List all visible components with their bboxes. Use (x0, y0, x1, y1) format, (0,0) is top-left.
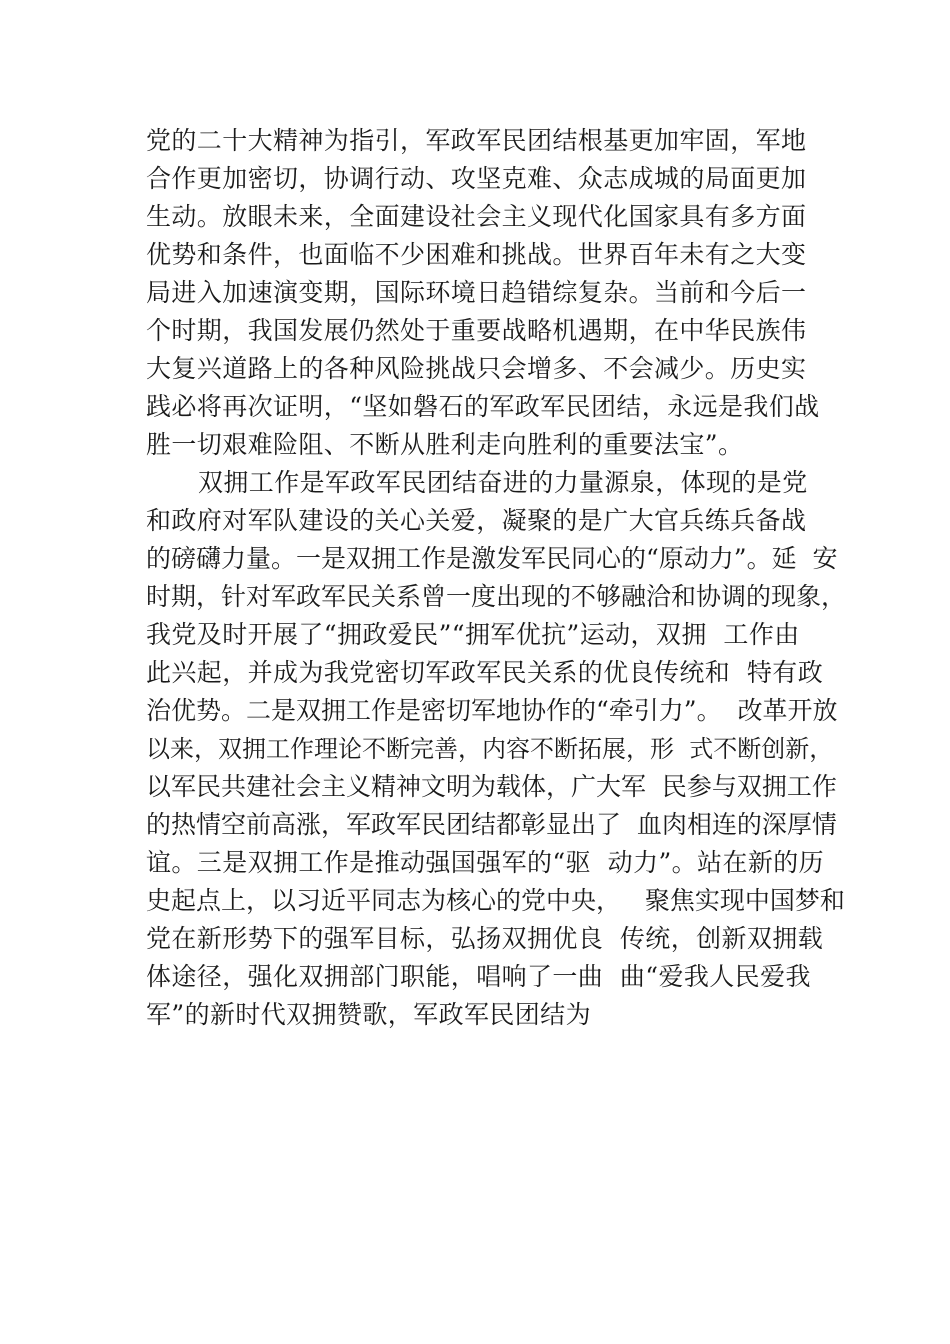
text-line: 优势和条件，也面临不少困难和挑战。世界百年未有之大变 (146, 240, 807, 269)
text-line: 的磅礴力量。一是双拥工作是激发军民同心的“原动力”。延 安 (146, 544, 838, 573)
text-line: 此兴起，并成为我党密切军政军民关系的优良传统和 特有政 (146, 658, 824, 687)
text-line: 个时期，我国发展仍然处于重要战略机遇期，在中华民族伟 (146, 316, 807, 345)
text-line: 时期，针对军政军民关系曾一度出现的不够融洽和协调的现象， (146, 582, 847, 611)
text-line: 局进入加速演变期，国际环境日趋错综复杂。当前和今后一 (146, 278, 807, 307)
text-line: 体途径，强化双拥部门职能，唱响了一曲 曲“爱我人民爱我 (146, 962, 811, 991)
text-line: 党的二十大精神为指引，军政军民团结根基更加牢固，军地 (146, 126, 807, 155)
paragraph-1 (146, 122, 846, 464)
text-line: 我党及时开展了“拥政爱民”“拥军优抗”运动，双拥 工作由 (146, 620, 800, 649)
text-line: 的热情空前高涨，军政军民团结都彰显出了 血肉相连的深厚情 (146, 810, 837, 839)
body-text (146, 122, 846, 1034)
text-line: 双拥工作是军政军民团结奋进的力量源泉，体现的是党 (198, 468, 808, 497)
text-line: 史起点上，以习近平同志为核心的党中央， 聚焦实现中国梦和 (146, 886, 845, 915)
paragraph-2 (146, 464, 846, 1034)
text-line: 党在新形势下的强军目标，弘扬双拥优良 传统，创新双拥载 (146, 924, 824, 953)
text-line: 大复兴道路上的各种风险挑战只会增多、不会减少。历史实 (146, 354, 807, 383)
text-line: 和政府对军队建设的关心关爱，凝聚的是广大官兵练兵备战 (146, 506, 807, 535)
text-line: 军”的新时代双拥赞歌，军政军民团结为 (146, 1000, 591, 1029)
text-line: 治优势。二是双拥工作是密切军地协作的“牵引力”。 改革开放 (146, 696, 838, 725)
text-line: 践必将再次证明，“坚如磐石的军政军民团结，永远是我们战 (146, 392, 820, 421)
text-line: 合作更加密切，协调行动、攻坚克难、众志成城的局面更加 (146, 164, 807, 193)
text-line: 谊。三是双拥工作是推动强国强军的“驱 动力”。站在新的历 (146, 848, 825, 877)
text-line: 胜一切艰难险阻、不断从胜利走向胜利的重要法宝”。 (146, 430, 744, 459)
text-line: 以军民共建社会主义精神文明为载体，广大军 民参与双拥工作 (146, 772, 837, 801)
text-line: 以来，双拥工作理论不断完善，内容不断拓展，形 式不断创新， (146, 735, 834, 763)
text-line: 生动。放眼未来，全面建设社会主义现代化国家具有多方面 (146, 202, 807, 231)
